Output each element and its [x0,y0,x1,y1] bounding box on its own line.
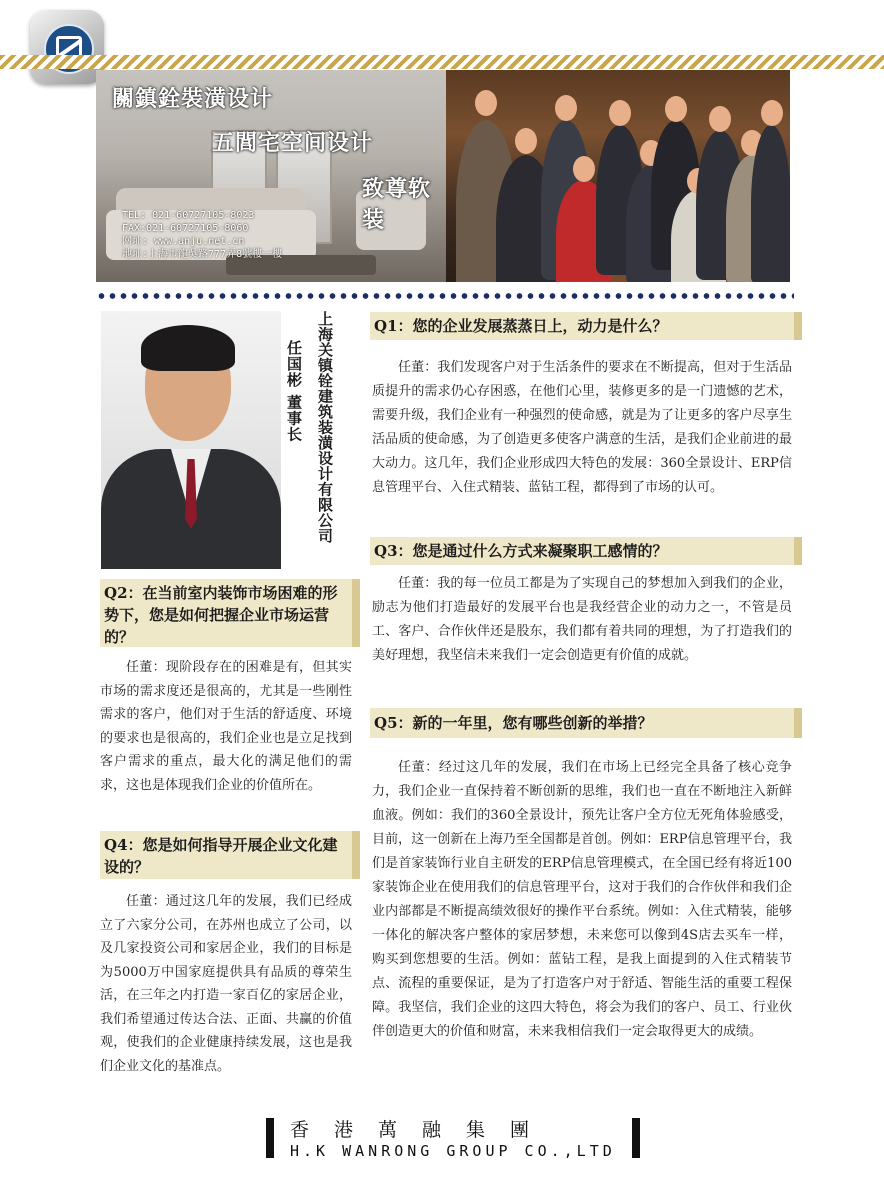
contact-fax: FAX:021-60727105-8060 [122,223,249,234]
contact-web: 网址: www.anju.net.cn [122,236,245,247]
footer-bar-right [632,1118,640,1158]
q5-heading: Q5：新的一年里，您有哪些创新的举措？ [370,708,794,738]
contact-tel: TEL: 021-60727105-8023 [122,210,255,221]
slogan-3: 致尊软装 [362,177,432,233]
q1-answer: 任董：我们发现客户对于生活条件的要求在不断提高，但对于生活品质提升的需求仍心存困惑，在他们心里，装修更多的是一门遗憾的艺术，需要升级，我们企业有一种强烈的使命感，就是为了让更多的客户尽享生活品质的使命感，为了创造更多使客户满意的生活，是我们企业前进的最大动力。这几年，我们企业形成四大特色的发展：360全景设计、ERP信息管理平台、入住式精装、蓝钻工程，都得到了市场的认可。 [372,360,792,495]
footer-company-cn: 香港萬融集團 [290,1119,555,1141]
team-member-head [573,156,595,182]
team-photo [446,70,790,282]
q2-answer: 任董：现阶段存在的困难是有，但其实市场的需求度还是很高的，尤其是一些刚性需求的客户，他们对于生活的舒适度、环境的要求也是很高的，我们企业也是立足找到客户需求的重点，最大化的满足他们的需求，这也是体现我们企业的价值所在。 [100,660,352,793]
q2-heading: Q2：在当前室内装饰市场困难的形势下，您是如何把握企业市场运营的？ [100,579,352,647]
team-member-head [761,100,783,126]
slogan-1: 關鎮銓裝潢设计 [112,87,274,112]
chairman-portrait [101,311,281,569]
company-name-vertical: 上海关镇铨建筑装潢设计有限公司 [316,311,334,544]
banner-interior-image [96,70,446,282]
q3-answer: 任董：我的每一位员工都是为了实现自己的梦想加入到我们的企业，励志为他们打造最好的发展平台也是我经营企业的动力之一，不管是员工、客户、合作伙伴还是股东，我们都有着共同的理想，为了打造我们的美好理想，我坚信未来我们一定会创造更有价值的成就。 [372,576,792,663]
team-member-head [475,90,497,116]
footer-company-en: H.K WANRONG GROUP CO.,LTD [290,1142,616,1160]
contact-address: 地址:上海市龍吳路777弄8號樓一樓 [122,249,283,260]
portrait-hair [141,325,235,371]
company-logo [30,10,104,84]
team-member-head [555,95,577,121]
q5-answer: 任董：经过这几年的发展，我们在市场上已经完全具备了核心竞争力，我们企业一直保持着不断创新的思维，我们也一直在不断地注入新鲜血液。例如：我们的360全景设计，预先让客户全方位无死角体验感受，目前，这一创新在上海乃至全国都是首创。例如：ERP信息管理平台，我们是首家装饰行业自主研发的ERP信息管理模式，在全国已经有将近100家装饰企业在使用我们的信息管理平台，这对于我们的合作伙伴和我们企业内部都是不断提高绩效很好的操作平台系统。例如：入住式精装，能够一体化的解决客户整体的家居梦想，未来您可以像到4S店去买车一样，购买到您想要的生活。例如：蓝钻工程，是我上面提到的入住式精装节点、流程的重要保证，是为了打造客户对于舒适、智能生活的重要工程保障。我坚信，我们企业的这四大特色，将会为我们的客户、员工、行业伙伴创造更大的价值和财富，未来我相信我们一定会取得更大的成绩。 [372,760,792,1039]
q1-heading: Q1：您的企业发展蒸蒸日上，动力是什么？ [370,312,794,340]
team-member-head [515,128,537,154]
dotted-divider [96,291,794,301]
team-member-head [709,106,731,132]
q4-heading: Q4：您是如何指导开展企业文化建设的？ [100,831,352,879]
slogan-2: 五閭宅空间设计 [212,131,374,156]
chairman-name-vertical: 任国彬 董事长 [285,340,303,443]
q3-heading: Q3：您是通过什么方式来凝聚职工感情的？ [370,537,794,565]
team-member-head [665,96,687,122]
team-member [751,125,790,282]
top-zigzag-border [0,55,884,69]
team-member-head [609,100,631,126]
footer-bar-left [266,1118,274,1158]
q4-answer: 任董：通过这几年的发展，我们已经成立了六家分公司，在苏州也成立了公司，以及几家投资公司和家居企业，我们的目标是为5000万中国家庭提供具有品质的尊荣生活，在三年之内打造一家百亿的家居企业，我们希望通过传达合法、正面、共赢的价值观，使我们的企业健康持续发展，这也是我们企业文化的基准点。 [100,894,352,1074]
